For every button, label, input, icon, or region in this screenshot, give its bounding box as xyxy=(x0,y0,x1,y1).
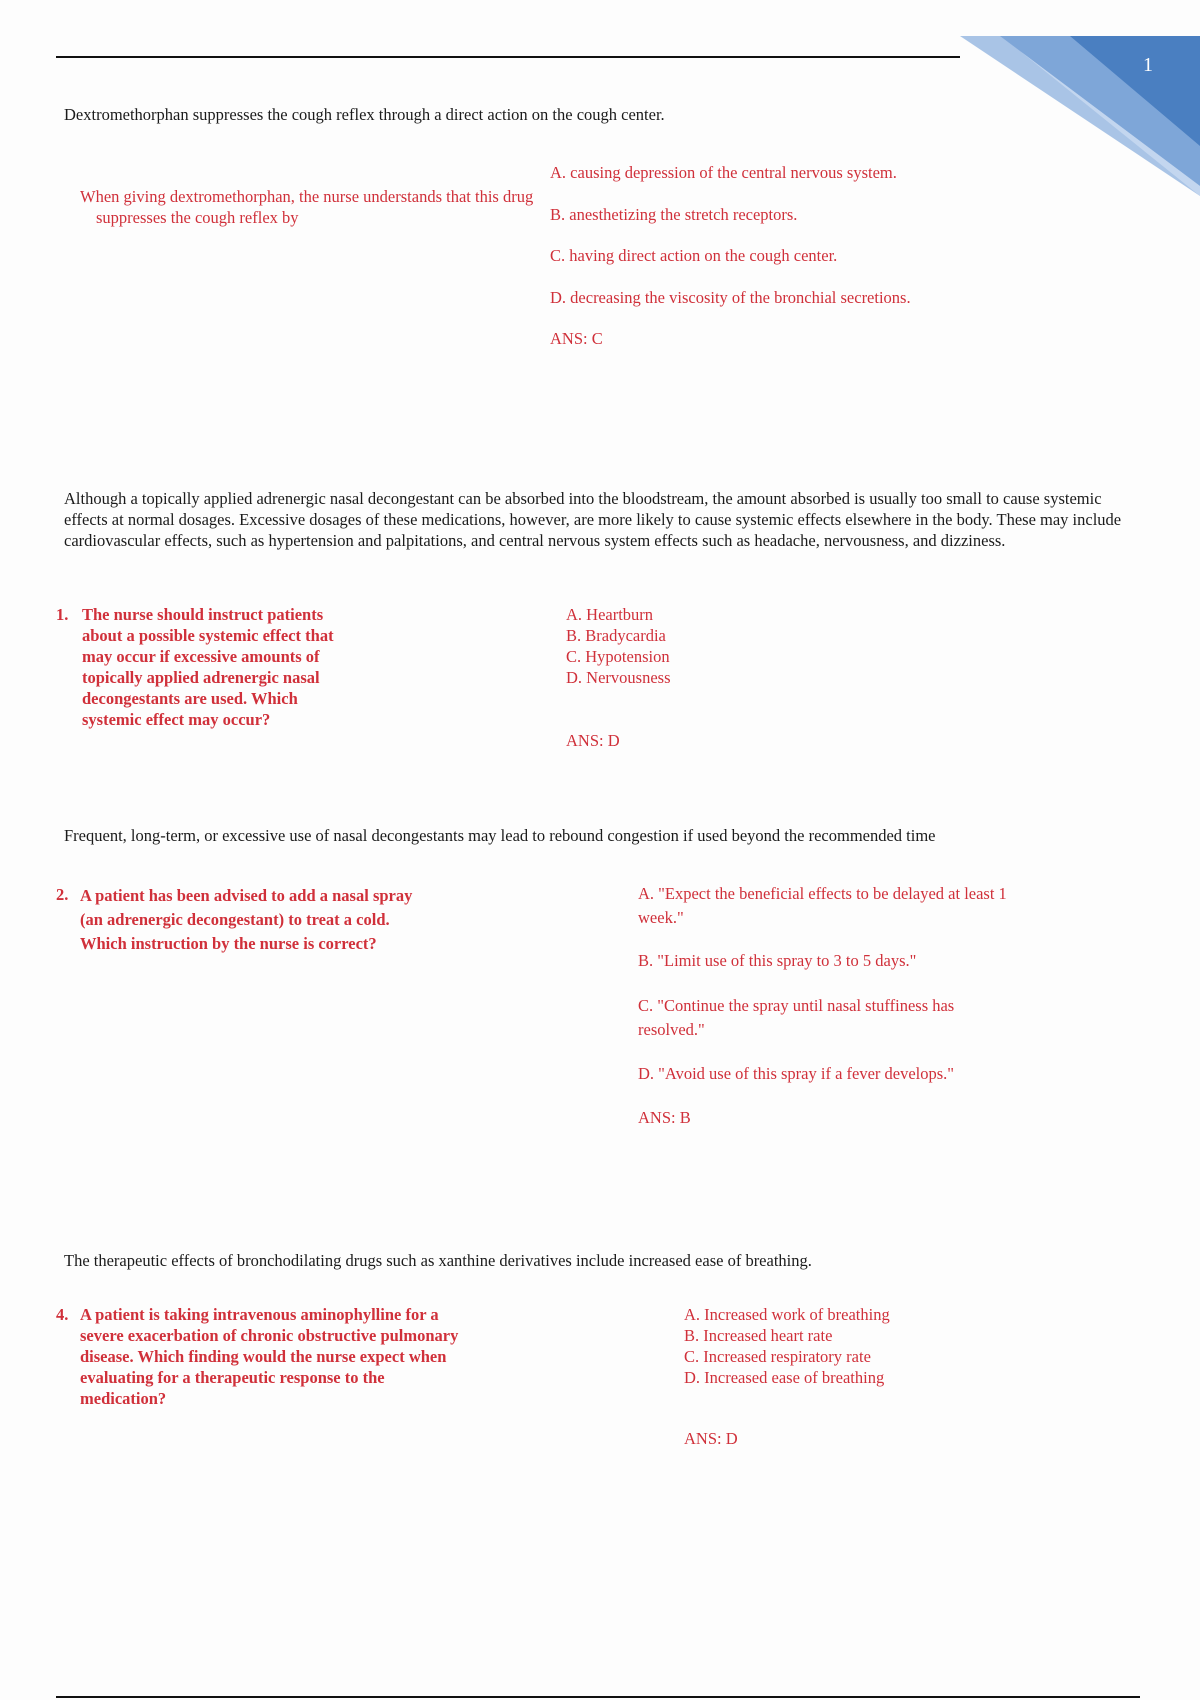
answer-option: D. "Avoid use of this spray if a fever develops." xyxy=(638,1064,955,1083)
answer-key: ANS: C xyxy=(550,329,603,348)
answer-option: D. Increased ease of breathing xyxy=(684,1368,885,1387)
rationale-text: The therapeutic effects of bronchodilating drugs such as xanthine derivatives include increased ease of breathing. xyxy=(64,1251,812,1270)
answer-option: C. "Continue the spray until nasal stuffiness has resolved." xyxy=(638,996,955,1039)
answer-option: A. "Expect the beneficial effects to be delayed at least 1 week." xyxy=(638,884,1007,927)
answer-option: A. Heartburn xyxy=(566,605,654,624)
header-rule xyxy=(56,56,960,58)
rationale-text: Frequent, long-term, or excessive use of nasal decongestants may lead to rebound congestion if used beyond the recommended time xyxy=(64,826,936,845)
answer-option: D. Nervousness xyxy=(566,668,671,687)
answer-key: ANS: D xyxy=(684,1429,738,1448)
answer-key: ANS: B xyxy=(638,1108,691,1127)
question-number: 1. xyxy=(56,605,69,624)
answer-option: C. having direct action on the cough center. xyxy=(550,246,838,265)
answer-option: B. "Limit use of this spray to 3 to 5 days." xyxy=(638,951,917,970)
question-text: A patient is taking intravenous aminophylline for a severe exacerbation of chronic obstructive pulmonary disease. Which finding would the nurse expect when evaluating for a therapeutic response to the medication? xyxy=(80,1305,459,1408)
rationale-text: Although a topically applied adrenergic nasal decongestant can be absorbed into the bloodstream, the amount absorbed is usually too small to cause systemic effects at normal dosages. Excessive dosages of these medications, however, are more likely to cause systemic effects elsewhere in the body. These may include cardiovascular effects, such as hypertension and palpitations, and central nervous system effects such as headache, nervousness, and dizziness. xyxy=(64,489,1122,550)
answer-option: B. Bradycardia xyxy=(566,626,666,645)
question-text: A patient has been advised to add a nasal spray (an adrenergic decongestant) to treat a cold. Which instruction by the nurse is correct? xyxy=(80,886,413,953)
answer-option: B. anesthetizing the stretch receptors. xyxy=(550,205,798,224)
question-number: 2. xyxy=(56,885,69,904)
answer-option: C. Hypotension xyxy=(566,647,670,666)
footer-rule xyxy=(56,1696,1140,1698)
answer-option: C. Increased respiratory rate xyxy=(684,1347,871,1366)
answer-option: B. Increased heart rate xyxy=(684,1326,833,1345)
answer-key: ANS: D xyxy=(566,731,620,750)
page-number: 1 xyxy=(1143,54,1153,76)
answer-option: D. decreasing the viscosity of the bronchial secretions. xyxy=(550,288,911,307)
answer-option: A. causing depression of the central nervous system. xyxy=(550,163,897,182)
question-text: The nurse should instruct patients about a possible systemic effect that may occur if excessive amounts of topically applied adrenergic nasal decongestants are used. Which systemic effect may occur? xyxy=(82,605,334,729)
question-text: When giving dextromethorphan, the nurse understands that this drug suppresses the cough reflex by xyxy=(80,187,534,227)
question-number: 4. xyxy=(56,1305,69,1324)
rationale-text: Dextromethorphan suppresses the cough reflex through a direct action on the cough center. xyxy=(64,105,665,124)
answer-option: A. Increased work of breathing xyxy=(684,1305,890,1324)
